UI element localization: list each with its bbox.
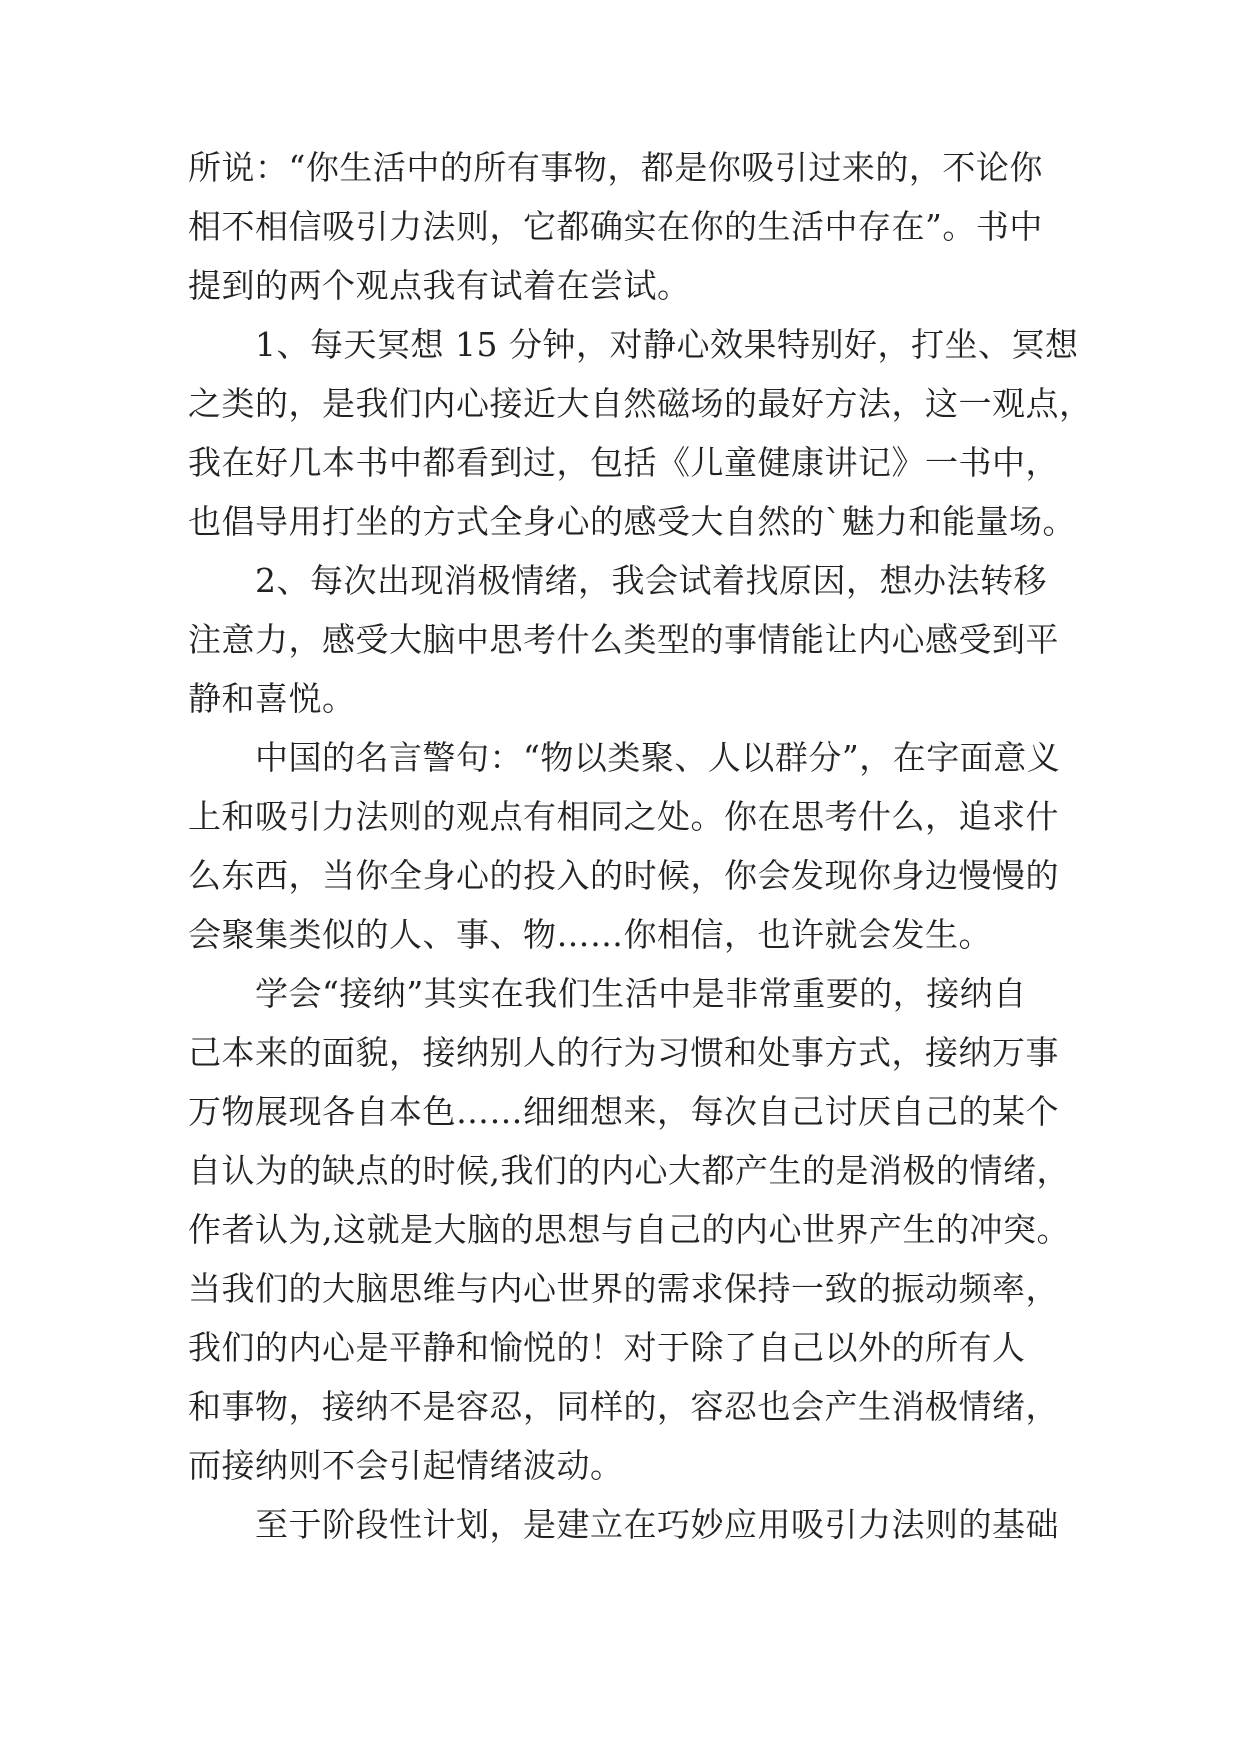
text-line: 我们的内心是平静和愉悦的！对于除了自己以外的所有人 — [188, 1328, 1026, 1367]
text-line: 么东西，当你全身心的投入的时候，你会发现你身边慢慢的 — [188, 856, 1059, 895]
text-line: 和事物，接纳不是容忍，同样的，容忍也会产生消极情绪， — [188, 1387, 1059, 1426]
text-line: 提到的两个观点我有试着在尝试。 — [188, 266, 691, 305]
text-line: 而接纳则不会引起情绪波动。 — [188, 1446, 624, 1485]
text-line: 1、每天冥想 15 分钟，对静心效果特别好，打坐、冥想 — [188, 325, 1079, 364]
text-line: 所说：“你生活中的所有事物，都是你吸引过来的，不论你 — [188, 148, 1043, 187]
text-line: 万物展现各自本色……细细想来，每次自己讨厌自己的某个 — [188, 1092, 1059, 1131]
text-line: 当我们的大脑思维与内心世界的需求保持一致的振动频率， — [188, 1269, 1059, 1308]
text-line: 注意力，感受大脑中思考什么类型的事情能让内心感受到平 — [188, 620, 1059, 659]
text-line: 我在好几本书中都看到过，包括《儿童健康讲记》一书中， — [188, 443, 1059, 482]
text-line: 至于阶段性计划，是建立在巧妙应用吸引力法则的基础 — [188, 1505, 1059, 1544]
text-line: 学会“接纳”其实在我们生活中是非常重要的，接纳自 — [188, 974, 1027, 1013]
text-line: 作者认为,这就是大脑的思想与自己的内心世界产生的冲突。 — [188, 1210, 1070, 1249]
text-line: 自认为的缺点的时候,我们的内心大都产生的是消极的情绪， — [188, 1151, 1070, 1190]
text-line: 也倡导用打坐的方式全身心的感受大自然的`魅力和能量场。 — [188, 502, 1076, 541]
document-body — [188, 138, 1093, 1554]
text-line: 己本来的面貌，接纳别人的行为习惯和处事方式，接纳万事 — [188, 1033, 1059, 1072]
text-line: 会聚集类似的人、事、物……你相信，也许就会发生。 — [188, 915, 992, 954]
text-line: 中国的名言警句：“物以类聚、人以群分”，在字面意义 — [188, 738, 1061, 777]
text-line: 静和喜悦。 — [188, 679, 356, 718]
text-line: 上和吸引力法则的观点有相同之处。你在思考什么，追求什 — [188, 797, 1059, 836]
text-line: 2、每次出现消极情绪，我会试着找原因，想办法转移 — [188, 561, 1047, 600]
text-line: 之类的，是我们内心接近大自然磁场的最好方法，这一观点， — [188, 384, 1093, 423]
text-line: 相不相信吸引力法则，它都确实在你的生活中存在”。书中 — [188, 207, 1043, 246]
